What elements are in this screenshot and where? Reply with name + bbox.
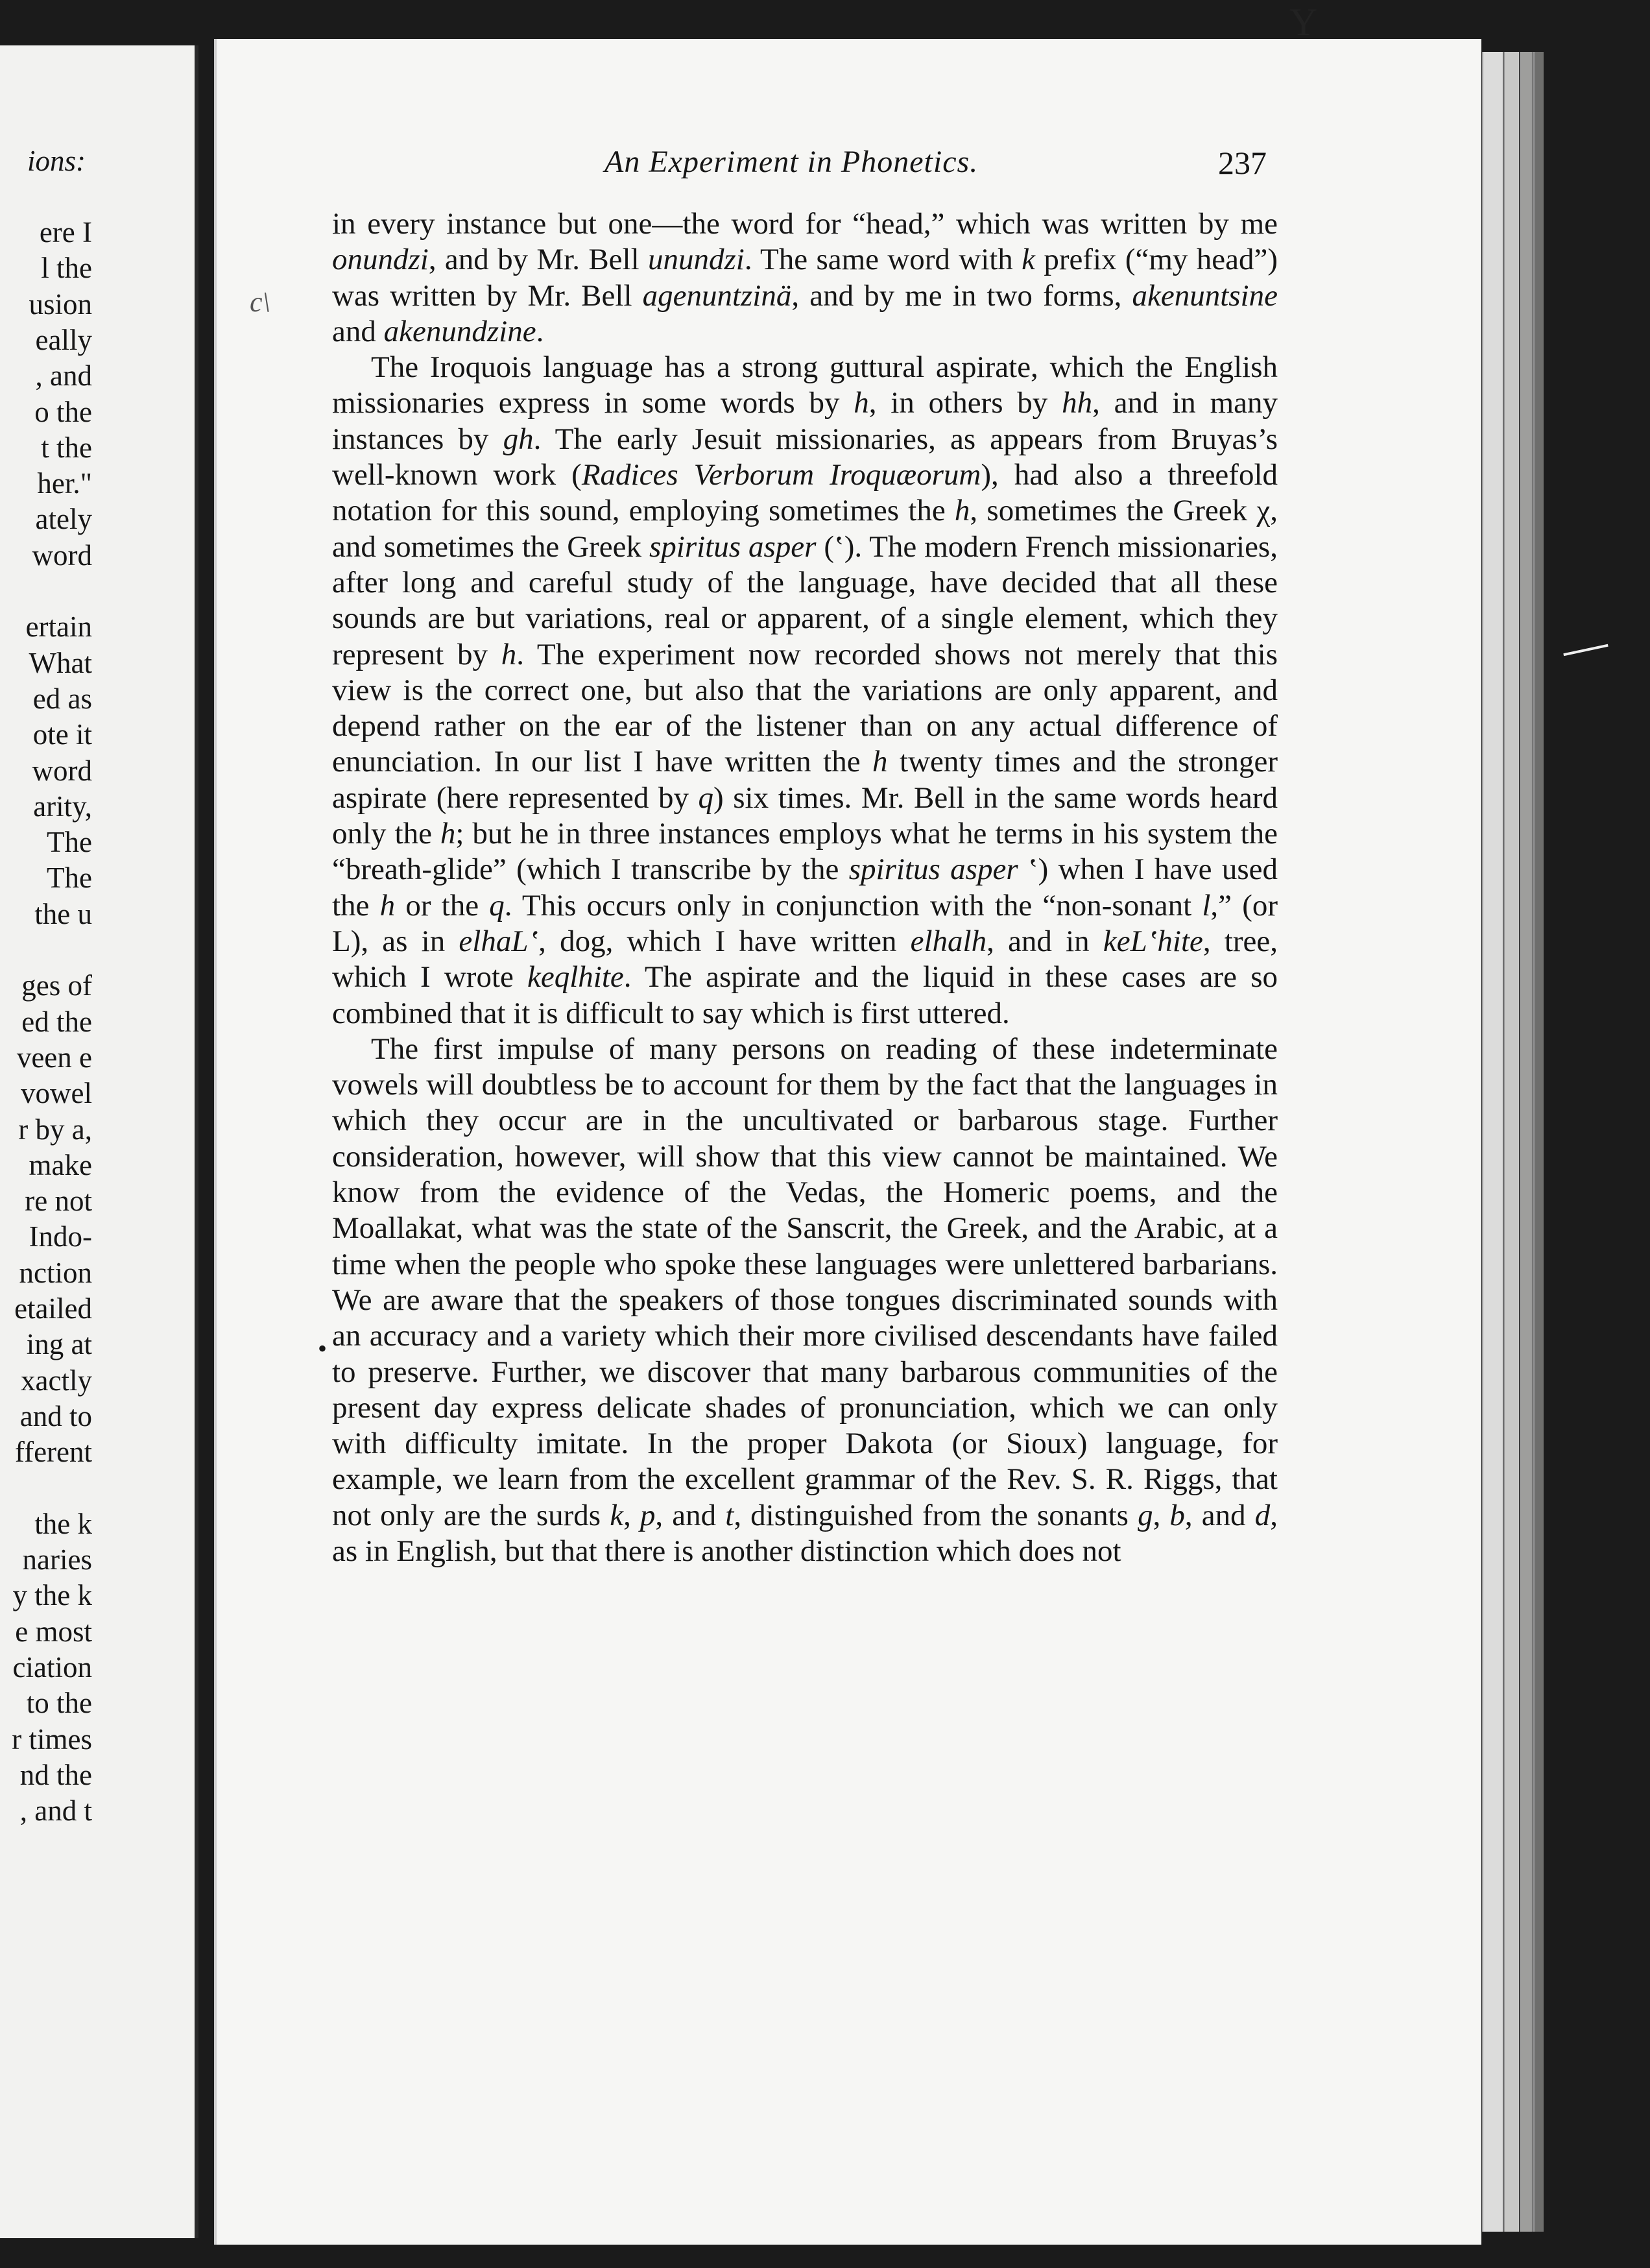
facing-line: t the [41,431,92,464]
facing-line: r times [12,1722,92,1755]
facing-line: , and t [19,1794,92,1828]
paragraph: in every instance but one—the word for “head,” which was written by me onundzi, and by Mr. Bell unundzi. The same word with k prefix (“my head”) was written by Mr. Bell agenuntzinä, and by me in two forms, akenuntsine and akenundzine. [332,207,1278,348]
facing-line: etailed [14,1292,92,1325]
facing-line: The [47,862,92,895]
facing-line: xactly [21,1364,92,1397]
facing-page-fragment [0,45,198,2238]
facing-line: word [32,754,92,787]
facing-line: to the [26,1687,92,1720]
facing-line: ed the [21,1005,92,1038]
facing-line: arity, [33,790,92,823]
facing-line: veen e [16,1041,92,1074]
page-edge [1520,52,1533,2232]
facing-line: ing at [26,1328,92,1361]
page-edge [1533,52,1544,2232]
facing-line: e most [15,1615,92,1648]
facing-line: nd the [19,1758,92,1791]
facing-running-head: ions: [27,145,86,177]
facing-line: ciation [12,1651,92,1683]
facing-line: her." [37,467,92,500]
facing-line: , and [35,359,92,392]
facing-line: naries [22,1543,92,1576]
facing-line: make [29,1148,92,1181]
facing-line: l the [41,252,92,285]
running-head: An Experiment in Phonetics. [604,145,979,179]
facing-line: o the [34,395,92,428]
margin-annotation: c\ [250,286,270,318]
page-number: 237 [1218,145,1267,181]
facing-line: What [29,646,92,679]
facing-line: ere I [39,216,92,248]
body-text [332,206,1278,1569]
facing-line: ote it [32,718,92,751]
page-edge [1503,52,1519,2232]
facing-line: nction [19,1256,92,1289]
facing-line: y the k [12,1579,92,1612]
facing-line: and to [19,1399,92,1432]
facing-line: vowel [21,1077,92,1110]
facing-line: usion [29,287,92,320]
margin-dot: • [318,1334,328,1363]
facing-line: the u [34,897,92,930]
paragraph: The Iroquois language has a strong guttural aspirate, which the English missionaries express in some words by h, in others by hh, and in many instances by gh. The early Jesuit missionaries, as appears from Bruyas’s well-known work (Radices Verborum Iroquæorum), had also a threefold notation for this sound, employing sometimes the h, sometimes the Greek χ, and sometimes the Greek spiritus asper (‛). The modern French missionaries, after long and careful study of the language, have decided that all these sounds are but variations, real or apparent, of a single element, which they represent by h. The experiment now recorded shows not merely that this view is the correct one, but also that the variations are only apparent, and depend rather on the ear of the listener than on any actual difference of enunciation. In our list I have written the h twenty times and the stronger aspirate (here represented by q) six times. Mr. Bell in the same words heard only the h; but he in three instances employs what he terms in his system the “breath-glide” (which I transcribe by the spiritus asper ‛) when I have used the h or the q. This occurs only in conjunction with the “non-sonant l,” (or L), as in elhaL‛, dog, which I have written elhalh, and in keL‛hite, tree, which I wrote keqlhite. The aspirate and the liquid in these cases are so combined that it is difficult to say which is first uttered. [332,350,1278,1030]
facing-line: ately [35,503,92,536]
facing-line: re not [25,1185,92,1218]
page-edge [1482,52,1503,2232]
facing-line: ges of [21,969,92,1002]
facing-line: The [47,826,92,859]
facing-line: the k [34,1507,92,1540]
facing-line: Indo- [29,1220,92,1253]
corner-pencil-mark: Y [1289,1,1318,43]
facing-line: ed as [32,682,92,715]
facing-line: ertain [25,610,92,644]
paragraph: The first impulse of many persons on reading of these indeterminate vowels will doubtless be to account for them by the fact that the languages in which they occur are in the uncultivated or barbarous stage. Further consideration, however, will show that this view cannot be maintained. We know from the evidence of the Vedas, the Homeric poems, and the Moallakat, what was the state of the Sanscrit, the Greek, and the Arabic, at a time when the people who spoke these languages were unlettered barbarians. We are aware that the speakers of those tongues discriminated sounds with an accuracy and a variety which their more civilised descendants have failed to preserve. Further, we discover that many barbarous communities of the present day express delicate shades of pronunciation, which we can only with difficulty imitate. In the proper Dakota (or Sioux) language, for example, we learn from the excellent grammar of the Rev. S. R. Riggs, that not only are the surds k, p, and t, distinguished from the sonants g, b, and d, as in English, but that there is another distinction which does not [332,1031,1278,1568]
facing-line: r by a, [18,1113,92,1146]
scan-mark [1563,644,1608,656]
facing-line: fferent [14,1436,92,1469]
facing-line: word [32,538,92,572]
facing-line: eally [35,323,92,356]
